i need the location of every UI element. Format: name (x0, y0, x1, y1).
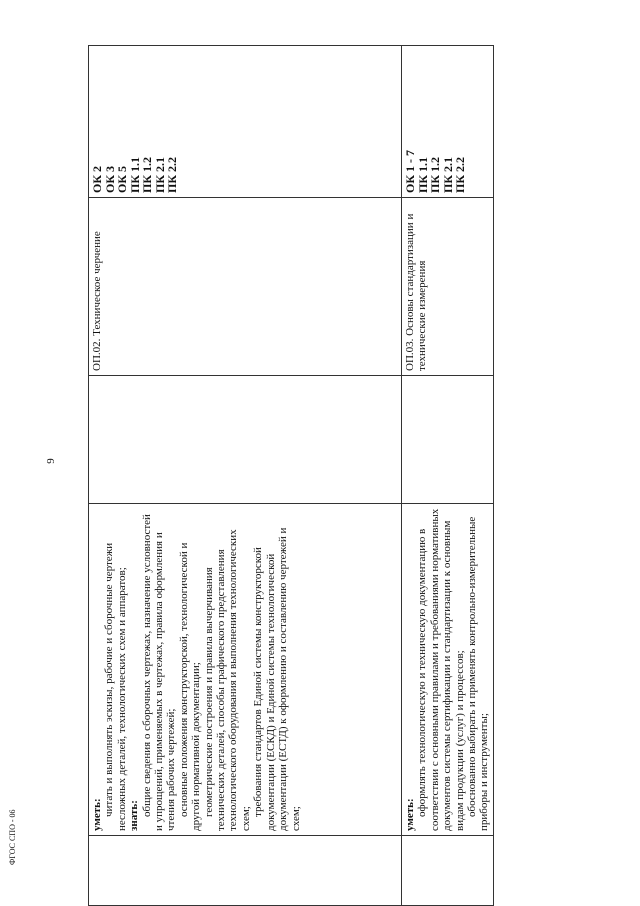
skill-item: читать и выполнять эскизы, рабочие и сборочные чертежи несложных деталей, технологических схем и аппаратов; (103, 542, 128, 831)
knowledge-item: основные положения конструкторской, технологической и другой нормативной документации; (177, 542, 203, 831)
umet-label: уметь: (91, 798, 103, 831)
table-row (402, 46, 494, 906)
competence-code: ПК 2.1 (152, 156, 167, 193)
skills-cell (402, 504, 494, 836)
page-number: 9 (44, 458, 57, 464)
competence-code: ПК 2.2 (165, 156, 179, 193)
competence-code: ПК 2.1 (440, 156, 455, 193)
skills-cell (89, 504, 402, 836)
footer-text: ФГОС СПО - 06 (8, 809, 17, 865)
discipline-title: ОП.02. Техническое черчение (91, 231, 103, 371)
index-cell (89, 836, 402, 906)
discipline-cell (89, 198, 402, 376)
knowledge-item: геометрические построения и правила вычерчивания технических деталей, способы графического представления технологического оборудования и выполнения технологических схем; (202, 529, 252, 831)
competence-code: ПК 2.2 (453, 156, 467, 193)
competence-code: ОК 2 (90, 165, 104, 193)
competence-code: ПК 1.2 (140, 156, 154, 193)
rotated-table-page (88, 46, 491, 906)
skill-item: обоснованно выбирать и применять контрольно-измерительные приборы и инструменты; (466, 516, 491, 831)
competence-code: ПК 1.2 (428, 156, 442, 193)
competences-cell (402, 46, 494, 198)
competences-cell (89, 46, 402, 198)
discipline-title: ОП.03. Основы стандартизации и технические измерения (404, 213, 429, 371)
competence-code: ОК 5 (115, 165, 129, 193)
curriculum-table (88, 45, 494, 906)
umet-label: уметь: (404, 798, 416, 831)
competence-code: ОК 3 (102, 165, 117, 193)
table-row (89, 46, 402, 906)
skill-item: оформлять технологическую и техническую документацию в соответствии с основными правилами и требованиями нормативных документов системы сертификации и стандартизации к основным видам продукции (услуг) и процессов; (416, 508, 466, 831)
competence-code: ОК 1 - 7 (403, 149, 417, 193)
competence-code: ПК 1.1 (127, 156, 142, 193)
knowledge-item: требования стандартов Единой системы конструкторской документации (ЕСКД) и Единой системы технологической документации (ЕСТД) к оформлению и составлению чертежей и схем; (252, 527, 302, 831)
knowledge-item: общие сведения о сборочных чертежах, назначение условностей и упрощений, применяемых в чертежах, правила оформления и чтения рабочих чертежей; (140, 514, 178, 831)
discipline-cell (402, 198, 494, 376)
hours-cell (89, 376, 402, 504)
index-cell (402, 836, 494, 906)
hours-cell (402, 376, 494, 504)
competence-code: ПК 1.1 (415, 156, 430, 193)
znat-label: знать: (128, 800, 141, 831)
